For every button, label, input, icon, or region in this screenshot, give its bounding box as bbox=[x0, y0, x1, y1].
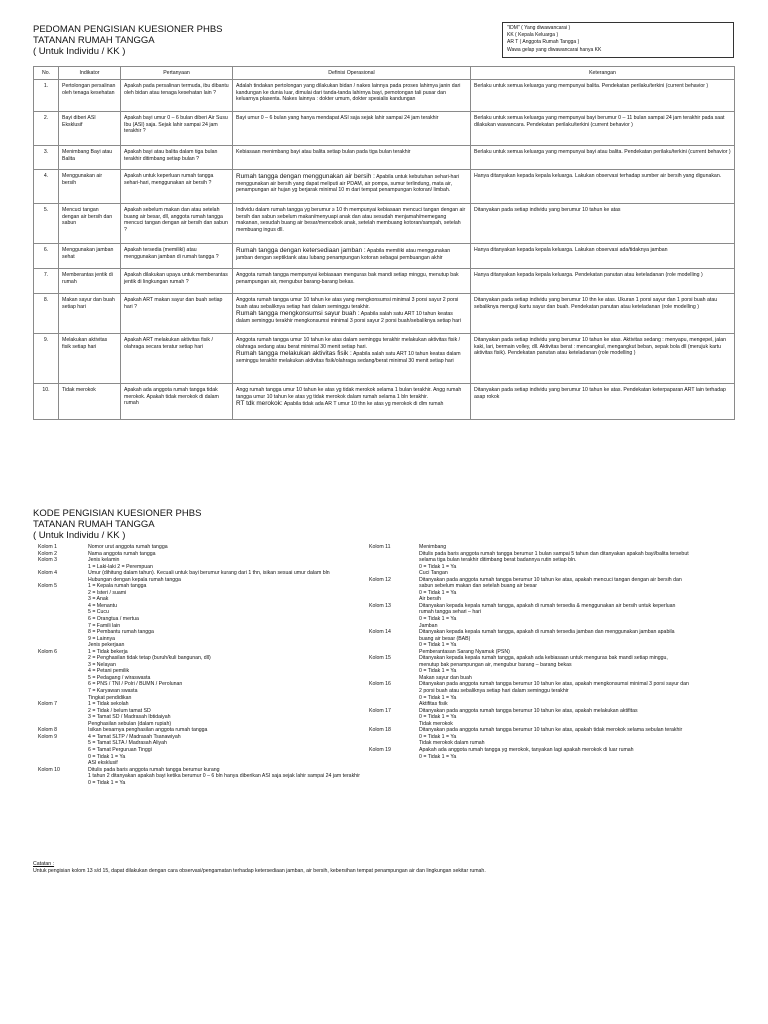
table-header-row bbox=[34, 67, 735, 80]
code-values bbox=[419, 708, 689, 728]
code-entry bbox=[369, 655, 689, 681]
code-value-line: 6 = Orangtua / mertua bbox=[88, 616, 139, 623]
code-values bbox=[419, 603, 689, 629]
code-entry bbox=[369, 727, 689, 747]
code-values bbox=[419, 629, 689, 655]
cell-remarks: Hanya ditanyakan kepada kepala keluarga. Pendekatan panutan atau keteladanan (role modelling ) bbox=[471, 269, 735, 294]
code-entry bbox=[369, 708, 689, 728]
code-value-line: 5 = Pedagang / wiraswasta bbox=[88, 674, 151, 681]
code-list-left bbox=[38, 544, 363, 786]
guide-title-line-2: TATANAN RUMAH TANGGA bbox=[33, 35, 155, 46]
code-value-line: Nama anggota rumah tangga bbox=[88, 550, 156, 557]
code-key: Kolom 9 bbox=[38, 733, 58, 740]
code-value-line: Hubungan dengan kepala rumah tangga bbox=[88, 576, 181, 583]
cell-indicator: Tidak merokok bbox=[59, 384, 121, 420]
definition-text: Apabila untuk kebutuhan sehari-hari menggunakan air bersih yang dapat meliputi air PDAM, air pompa, sumur terlindung, mata air, penampungan air hujan yg berjarak minimal 10 m dari tempat penampungan kotoran/ limbah. bbox=[236, 174, 460, 194]
definition-text: Apabila tidak ada AR T umur 10 thn ke atas yg merokok di dlm rumah bbox=[283, 401, 444, 408]
cell-no: 7. bbox=[34, 269, 59, 294]
cell-definition bbox=[233, 294, 471, 334]
code-values bbox=[419, 577, 689, 603]
code-value-line: 8 = Pembantu rumah tangga bbox=[88, 629, 154, 636]
code-key: Kolom 4 bbox=[38, 570, 58, 577]
definition-emphasis: Rumah tangga mengkonsumsi sayur buah : bbox=[236, 310, 360, 318]
table-row bbox=[34, 269, 735, 294]
table-row bbox=[34, 204, 735, 244]
definition-emphasis: RT tdk merokok: bbox=[236, 400, 283, 408]
code-key: Kolom 17 bbox=[369, 707, 391, 714]
code-entry bbox=[369, 544, 689, 577]
legend-line: "IDM" ( Yang diwawancarai ) bbox=[507, 25, 571, 31]
code-value-line: Ditanyakan kepada kepala rumah tangga, apakah di rumah tersedia & menggunakan air bersih untuk keperluan rumah tangga sehari – hari bbox=[419, 602, 676, 616]
guide-title-line-1: PEDOMAN PENGISIAN KUESIONER PHBS bbox=[33, 24, 223, 35]
cell-question: Apakah ART melakukan aktivitas fisik / olahraga secara teratur setiap hari bbox=[121, 334, 233, 384]
code-values bbox=[88, 583, 363, 648]
code-values bbox=[88, 701, 363, 727]
code-value-line: 7 = Famili lain bbox=[88, 622, 121, 629]
legend-line: Wawa gelap yang diwawancarai hanya KK bbox=[507, 46, 602, 53]
cell-question: Apakah bayi atau balita dalam tiga bulan terakhir ditimbang setiap bulan ? bbox=[121, 146, 233, 170]
cell-definition bbox=[233, 384, 471, 420]
col-header-remarks: Keterangan bbox=[471, 67, 735, 80]
code-value-line: Tidak merokok dalam rumah bbox=[419, 740, 485, 747]
col-header-question: Pertanyaan bbox=[121, 67, 233, 80]
code-key: Kolom 18 bbox=[369, 727, 391, 734]
code-value-line: Ditanyakan pada anggota rumah tangga berumur 10 tahun ke atas, apakah tidak merokok selama sebulan terakhir bbox=[419, 727, 683, 734]
table-row bbox=[34, 294, 735, 334]
code-value-line: Air bersih bbox=[419, 596, 441, 603]
code-value-line: Cuci Tangan bbox=[419, 570, 448, 577]
cell-no: 6. bbox=[34, 244, 59, 269]
code-key: Kolom 13 bbox=[369, 602, 391, 609]
cell-remarks: Ditanyakan pada setiap individu yang berumur 10 tahun ke atas. Aktivitas sedang : menyapu, mengepel, jalan kaki, lari, bermain volley, dll. Aktivitas berat : mencangkul, mengangkut beban, sepak bola dll (merujuk kartu aktivitas fisik). Pendekatan panutan atau keteladanan (role modelling ) bbox=[471, 334, 735, 384]
code-values bbox=[88, 557, 363, 570]
code-entry bbox=[369, 629, 689, 655]
code-value-line: 0 = Tidak 1 = Ya bbox=[419, 694, 457, 701]
guideline-table bbox=[33, 66, 735, 420]
cell-question: Apakah ART makan sayur dan buah setiap hari ? bbox=[121, 294, 233, 334]
cell-no: 5. bbox=[34, 204, 59, 244]
code-value-line: 5 = Cucu bbox=[88, 609, 109, 616]
code-value-line: ASI eksklusif bbox=[88, 760, 118, 767]
cell-remarks: Berlaku untuk semua keluarga yang mempunyai bayi berumur 0 – 11 bulan sampai 24 jam terakhir pada saat dilakukan wawancara. Pendekatan perilaku/terkini (current behavior ) bbox=[471, 112, 735, 146]
code-key: Kolom 16 bbox=[369, 681, 391, 688]
table-row bbox=[34, 244, 735, 269]
code-value-line: Nomor urut anggota rumah tangga bbox=[88, 544, 168, 550]
code-value-line: 4 = Tamat SLTP / Madrasah Tsanawiyah bbox=[88, 733, 181, 740]
code-key: Kolom 19 bbox=[369, 746, 391, 753]
cell-definition: Kebiasaan menimbang bayi atau balita setiap bulan pada tiga bulan terakhir bbox=[233, 146, 471, 170]
code-values bbox=[88, 734, 363, 767]
cell-indicator: Menggunakan air bersih bbox=[59, 170, 121, 204]
code-key: Kolom 11 bbox=[369, 544, 391, 550]
cell-definition bbox=[233, 244, 471, 269]
note-text: Untuk pengisian kolom 13 s/d 15, dapat dilakukan dengan cara observasi/pengamatan terhadap ketersediaan jamban, air bersih, kebersihan tempat penampungan air dan lingkungan sekitar rumah. bbox=[33, 867, 486, 874]
cell-indicator: Mencuci tangan dengan air bersih dan sabun bbox=[59, 204, 121, 244]
code-values bbox=[419, 655, 689, 681]
code-value-line: Ditanyakan kepada kepala rumah tangga, apakah ada kebiasaan untuk menguras bak mandi setiap minggu, menutup bak penampungan air, mengubur barang – barang bekas bbox=[419, 655, 668, 668]
code-value-line: 6 = Tamat Perguruan Tinggi bbox=[88, 746, 152, 753]
col-header-definition: Definisi Operasional bbox=[233, 67, 471, 80]
code-value-line: Pemberantasan Sarang Nyamuk (PSN) bbox=[419, 648, 510, 655]
cell-remarks: Hanya ditanyakan kepada kepala keluarga. Lakukan observasi terhadap sumber air bersih yang digunakan. bbox=[471, 170, 735, 204]
table-row bbox=[34, 170, 735, 204]
definition-text: Anggota rumah tangga umur 10 tahun ke atas yang mengkonsumsi minimal 3 porsi sayur 2 porsi buah atau sebaliknya setiap hari dalam seminggu terakhir. bbox=[236, 297, 459, 310]
cell-no: 9. bbox=[34, 334, 59, 384]
code-value-line: 0 = Tidak 1 = Ya bbox=[419, 563, 457, 570]
cell-question: Apakah bayi umur 0 – 6 bulan diberi Air Susu Ibu (ASI) saja. Sejak lahir sampai 24 jam terakhir ? bbox=[121, 112, 233, 146]
code-entry bbox=[369, 603, 689, 629]
code-value-line: 0 = Tidak 1 = Ya bbox=[419, 668, 457, 675]
guide-title-block bbox=[33, 24, 223, 57]
cell-no: 10. bbox=[34, 384, 59, 420]
code-entry bbox=[369, 747, 689, 760]
code-value-line: 5 = Tamat SLTA / Madrasah Aliyah bbox=[88, 740, 167, 747]
code-value-line: Isikan besarnya penghasilan anggota rumah tangga bbox=[88, 727, 208, 734]
definition-text: Anggota rumah tangga umur 10 tahun ke atas dalam seminggu terakhir melakukan aktivitas fisik / olahraga sedang atau berat minimal 30 menit setiap hari. bbox=[236, 337, 461, 350]
code-values bbox=[419, 727, 689, 747]
code-value-line: 3 = Nelayan bbox=[88, 661, 116, 668]
code-value-line: 0 = Tidak 1 = Ya bbox=[419, 714, 457, 721]
code-value-line: Ditanyakan kepada kepala rumah tangga, apakah di rumah tersedia jamban dan menggunakan jamban apabila buang air besar (BAB) bbox=[419, 629, 675, 642]
code-value-line: 7 = Karyawan swasta bbox=[88, 688, 138, 695]
col-header-no: No. bbox=[34, 67, 59, 80]
cell-remarks: Ditanyakan pada setiap individu yang berumur 10 tahun ke atas. Pendekatan keterpaparan ART lain terhadap asap rokok bbox=[471, 384, 735, 420]
code-value-line: Apakah ada anggota rumah tangga yg merokok, tanyakan lagi apakah merokok di luar rumah bbox=[419, 746, 634, 753]
code-value-line: Aktifitas fisik bbox=[419, 701, 448, 708]
code-value-line: Tingkat pendidikan bbox=[88, 694, 132, 701]
cell-indicator: Pertolongan persalinan oleh tenaga kesehatan bbox=[59, 80, 121, 112]
cell-no: 2. bbox=[34, 112, 59, 146]
code-value-line: 1 = Tidak sekolah bbox=[88, 701, 129, 708]
code-value-line: Ditulis pada baris anggota rumah tangga berumur 1 bulan sampai 5 tahun dan ditanyakan apakah bayi/balita tersebut selama tiga bulan terakhir ditimbang berat badannya rutin setiap bln. bbox=[419, 550, 689, 564]
code-key: Kolom 2 bbox=[38, 550, 58, 557]
code-value-line: 0 = Tidak 1 = Ya bbox=[419, 589, 457, 596]
note-title: Catatan : bbox=[33, 861, 55, 867]
cell-no: 3. bbox=[34, 146, 59, 170]
code-value-line: 4 = Menantu bbox=[88, 602, 117, 609]
cell-question: Apakah sebelum makan dan atau setelah buang air besar, dll, anggota rumah tangga mencuci tangan dengan air bersih dan sabun ? bbox=[121, 204, 233, 244]
code-key: Kolom 1 bbox=[38, 544, 58, 550]
guide-title-line-3: ( Untuk Individu / KK ) bbox=[33, 46, 126, 57]
code-entry bbox=[38, 734, 363, 767]
code-title-block bbox=[33, 508, 201, 541]
code-value-line: 0 = Tidak 1 = Ya bbox=[419, 616, 457, 623]
legend-line: KK ( Kepala Keluarga ) bbox=[507, 32, 559, 39]
code-title-line-2: TATANAN RUMAH TANGGA bbox=[33, 519, 155, 530]
code-value-line: Ditanyakan pada anggota rumah tangga berumur 10 tahun ke atas, apakah melakukan aktifitas bbox=[419, 707, 638, 714]
code-value-line: 2 = Tidak / belum tamat SD bbox=[88, 707, 151, 714]
code-values bbox=[419, 681, 689, 707]
code-value-line: 2 = Penghasilan tidak tetap (buruh/kuli bangunan, dll) bbox=[88, 655, 211, 662]
code-value-line: Jenis pekerjaan bbox=[88, 642, 125, 649]
cell-remarks: Berlaku untuk semua keluarga yang mempunyai balita. Pendekatan perilaku/terkini (current behavior ) bbox=[471, 80, 735, 112]
cell-definition bbox=[233, 334, 471, 384]
code-value-line: 1 tahun 2 ditanyakan apakah bayi ketika berumur 0 – 6 bln hanya diberikan ASI saja sejak lahir sampai 24 jam terakhir bbox=[88, 773, 360, 780]
definition-emphasis: Rumah tangga dengan ketersediaan jamban : bbox=[236, 247, 366, 255]
table-row bbox=[34, 146, 735, 170]
code-value-line: 6 = PNS / TNI / Polri / BUMN / Perolunan bbox=[88, 681, 183, 688]
code-values bbox=[419, 747, 689, 760]
code-value-line: Ditulis pada baris anggota rumah tangga berumur kurang bbox=[88, 766, 220, 773]
code-value-line: Ditanyakan pada anggota rumah tangga berumur 10 tahun ke atas, apakah mengkonsumsi minimal 3 porsi sayur dan 2 porsi buah atau sebaliknya setiap hari dalam seminggu terakhir bbox=[419, 681, 689, 695]
code-value-line: 0 = Tidak 1 = Ya bbox=[419, 733, 457, 740]
code-value-line: 0 = Tidak 1 = Ya bbox=[88, 779, 126, 786]
code-key: Kolom 12 bbox=[369, 576, 391, 583]
cell-question: Apakah untuk keperluan rumah tangga sehari-hari, menggunakan air bersih ? bbox=[121, 170, 233, 204]
legend-line: AR T ( Anggota Rumah Tangga ) bbox=[507, 39, 580, 46]
note-block bbox=[33, 861, 486, 875]
code-value-line: Penghasilan sebulan (dalam rupiah) bbox=[88, 720, 172, 727]
table-row bbox=[34, 334, 735, 384]
code-value-line: 3 = Anak bbox=[88, 596, 109, 603]
code-entry bbox=[369, 681, 689, 707]
code-key: Kolom 6 bbox=[38, 648, 58, 655]
code-value-line: 1 = Laki-laki 2 = Perempuan bbox=[88, 563, 153, 570]
code-entry bbox=[369, 577, 689, 603]
code-values bbox=[88, 767, 363, 787]
code-value-line: Jenis kelamin bbox=[88, 557, 120, 564]
code-value-line: 9 = Lainnya bbox=[88, 635, 115, 642]
cell-no: 1. bbox=[34, 80, 59, 112]
code-values bbox=[419, 544, 689, 577]
cell-no: 4. bbox=[34, 170, 59, 204]
code-value-line: Makan sayur dan buah bbox=[419, 674, 472, 681]
col-header-indicator: Indikator bbox=[59, 67, 121, 80]
code-value-line: 0 = Tidak 1 = Ya bbox=[88, 753, 126, 760]
code-value-line: Tidak merokok bbox=[419, 720, 453, 727]
cell-no: 8. bbox=[34, 294, 59, 334]
code-value-line: 0 = Tidak 1 = Ya bbox=[419, 642, 457, 649]
code-key: Kolom 5 bbox=[38, 583, 58, 590]
code-entry bbox=[38, 583, 363, 648]
code-value-line: Jamban bbox=[419, 622, 438, 629]
code-entry bbox=[38, 557, 363, 570]
table-row bbox=[34, 112, 735, 146]
code-entry bbox=[38, 570, 363, 583]
code-entry bbox=[38, 649, 363, 701]
definition-text: Apabila salah satu ART 10 tahun keatas dalam seminggu terakhir mengkonsumsi minimal 3 porsi sayur 2 porsi buah/sebaliknya setiap hari bbox=[236, 311, 461, 324]
code-key: Kolom 14 bbox=[369, 629, 391, 636]
cell-definition: Anggota rumah tangga mempunyai kebiasaan menguras bak mandi setiap minggu, menutup bak penampungan air, mengubur barang-barang bekas. bbox=[233, 269, 471, 294]
cell-indicator: Bayi diberi ASI Eksklusif bbox=[59, 112, 121, 146]
code-key: Kolom 10 bbox=[38, 766, 60, 773]
cell-indicator: Makan sayur dan buah setiap hari bbox=[59, 294, 121, 334]
code-key: Kolom 7 bbox=[38, 701, 58, 708]
code-value-line: 0 = Tidak 1 = Ya bbox=[419, 753, 457, 760]
table-row bbox=[34, 384, 735, 420]
code-value-line: 1 = Kepala rumah tangga bbox=[88, 583, 147, 590]
cell-question: Apakah pada persalinan termuda, ibu dibantu oleh bidan atau tenaga kesehatan lain ? bbox=[121, 80, 233, 112]
legend-box bbox=[502, 22, 734, 58]
cell-question: Apakah ada anggota rumah tangga tidak merokok. Apakah tidak merokok di dalam rumah bbox=[121, 384, 233, 420]
code-values bbox=[88, 649, 363, 701]
cell-indicator: Menimbang Bayi atau Balita bbox=[59, 146, 121, 170]
definition-text: Angg rumah tangga umur 10 tahun ke atas yg tidak merokok selama 1 bulan terakhir. Angg rumah tangga umur 10 tahun ke atas yg tidak merokok dalam rumah selama 1 bln terakhir. bbox=[236, 387, 462, 400]
cell-definition: Bayi umur 0 – 6 bulan yang hanya mendapat ASI saja sejak lahir sampai 24 jam terakhir bbox=[233, 112, 471, 146]
cell-definition: Adalah tindakan pertolongan yang dilakukan bidan / nakes lainnya pada proses lahirnya janin dari kandungan ke dunia luar, dimulai dari tanda-tanda lahirnya bayi, pemotongan tali pusar dan keluarnya plasenta. Nakes lainnya : dokter umum, dokter spesialis kandungan bbox=[233, 80, 471, 112]
code-value-line: 1 = Tidak bekerja bbox=[88, 648, 128, 655]
code-entry bbox=[38, 701, 363, 727]
cell-indicator: Memberantas jentik di rumah bbox=[59, 269, 121, 294]
cell-remarks: Hanya ditanyakan kepada kepala keluarga. Lakukan observasi ada/tidaknya jamban bbox=[471, 244, 735, 269]
code-value-line: Umur (dihitung dalam tahun). Kecuali untuk bayi berumur kurang dari 1 thn, isikan sesuai umur dalam bln bbox=[88, 570, 330, 577]
cell-remarks: Ditanyakan pada setiap individu yang berumur 10 tahun ke atas bbox=[471, 204, 735, 244]
cell-indicator: Menggunakan jamban sehat bbox=[59, 244, 121, 269]
cell-indicator: Melakukan aktivitas fisik setiap hari bbox=[59, 334, 121, 384]
code-values bbox=[88, 570, 363, 583]
code-value-line: 4 = Petani pemilik bbox=[88, 668, 130, 675]
code-key: Kolom 15 bbox=[369, 655, 391, 662]
definition-emphasis: Rumah tangga dengan menggunakan air bersih : bbox=[236, 173, 375, 181]
cell-remarks: Berlaku untuk semua keluarga yang mempunyai bayi atau balita. Pendekatan perilaku/terkini (current behavior ) bbox=[471, 146, 735, 170]
code-value-line: Menimbang bbox=[419, 544, 447, 550]
code-value-line: 2 = Isteri / suami bbox=[88, 589, 127, 596]
cell-remarks: Ditanyakan pada setiap individu yang berumur 10 thn ke atas. Ukuran 1 porsi sayur dan 1 porsi buah atau sebaliknya menguji kartu sayur dan buah. Pendekatan panutan atau keteladanan (role modelling ) bbox=[471, 294, 735, 334]
cell-definition bbox=[233, 170, 471, 204]
cell-question: Apakah tersedia (memiliki) atau menggunakan jamban di rumah tangga ? bbox=[121, 244, 233, 269]
code-key: Kolom 3 bbox=[38, 557, 58, 564]
definition-text: Apabila salah satu ART 10 tahun keatas dalam seminggu terakhir melakukan aktivitas fisik/olahraga sedang/berat minimal 30 menit setiap hari bbox=[236, 351, 461, 364]
code-title-line-1: KODE PENGISIAN KUESIONER PHBS bbox=[33, 508, 202, 519]
cell-question: Apakah dilakukan upaya untuk memberantas jentik di lingkungan rumah ? bbox=[121, 269, 233, 294]
code-value-line: Ditanyakan pada anggota rumah tangga berumur 10 tahun ke atas, apakah mencuci tangan dengan air bersih dan sabun sebelum makan dan setelah buang air besar bbox=[419, 576, 682, 590]
cell-definition: Individu dalam rumah tangga yg berumur ≥ 10 th mempunyai kebiasaan mencuci tangan dengan air bersih dan sabun sebelum makan/menyuapi anak dan atau sesudah menjamah/memegang makanan, sesudah buang air besar/mencebok anak, setelah membuang kotoran/sampah, setelah membuang ingus dll. bbox=[233, 204, 471, 244]
code-key: Kolom 8 bbox=[38, 727, 58, 734]
code-value-line: 3 = Tamat SD / Madrasah Ibtidaiyah bbox=[88, 714, 171, 721]
definition-text: Apabila memiliki atau menggunakan jamban dengan septiktank atau lubang penampungan kotoran sebagai pembuangan akhir bbox=[236, 248, 451, 261]
definition-emphasis: Rumah tangga melakukan aktivitas fisik : bbox=[236, 350, 352, 358]
code-entry bbox=[38, 767, 363, 787]
code-list-right bbox=[369, 544, 689, 760]
table-row bbox=[34, 80, 735, 112]
code-title-line-3: ( Untuk Individu / KK ) bbox=[33, 530, 126, 541]
